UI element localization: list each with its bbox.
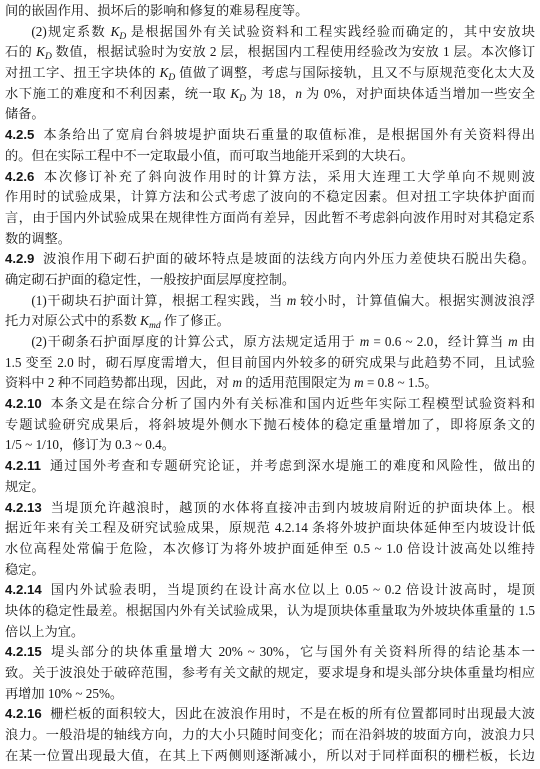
line-text: 的适用范围限定为: [242, 375, 355, 391]
clause-4-2-11: [5, 456, 535, 497]
text-line: [5, 167, 535, 188]
line-text: 确定砌石护面的稳定性，一般按护面层厚度控制。: [5, 271, 296, 287]
clause-4-2-16: [5, 704, 535, 766]
text-line: [5, 663, 535, 684]
text-line: [5, 229, 535, 250]
line-text: 言，由于国内外试验成果在规律性方面尚有差异，因此暂不考虑斜向波作用时对其稳定系: [5, 209, 535, 225]
line-text: 据近年来有关工程及研究试验成果，原规范 4.2.14 条将外坡护面块体延伸至内坡设计低: [5, 520, 535, 536]
clause-number: 4.2.6: [5, 168, 35, 184]
text-line: [5, 435, 535, 456]
line-text: 当堤顶允许越浪时，越顶的水体将直接冲击到内坡坡肩附近的护面块体上。根: [49, 499, 535, 515]
line-text: 波浪作用下砌石护面的破坏特点是坡面的法线方向内外压力差使块石脱出失稳。: [42, 251, 535, 267]
line-text: 栅栏板的面积较大，因此在波浪作用时，不是在板的所有位置都同时出现最大波: [49, 706, 535, 722]
line-text: 本条给出了宽肩台斜坡堤护面块石重量的取值标准，是根据国外有关资料得出: [42, 127, 535, 143]
text-line: [5, 84, 535, 105]
line-text: 致。关于波浪处于破碎范围，参考有关文献的规定，要求堤身和堤头部分块体重量均相应: [5, 665, 535, 680]
clause-4-2-14: [5, 580, 535, 642]
subscript-d: D: [119, 31, 127, 42]
line-text: 浪力。一般沿堤的轴线方向，力的大小只随时间变化；而在沿斜坡的坡面方向，波浪力只: [5, 727, 535, 743]
line-text: 本次修订补充了斜向波作用时的计算方法，采用大连理工大学单向不规则波: [42, 168, 535, 184]
text-line: [5, 353, 535, 374]
line-text: (1)干砌块石护面计算，根据工程实践，当: [31, 292, 287, 308]
clause-4-2-9: [5, 249, 535, 290]
line-text: 水下施工的难度和不利因素，统一取: [5, 85, 231, 101]
symbol-k: K: [230, 85, 240, 101]
text-line: [5, 394, 535, 415]
text-line: [5, 125, 535, 146]
clause-number: 4.2.15: [5, 644, 42, 660]
symbol-m: m: [286, 292, 297, 308]
subscript-md: md: [148, 321, 161, 332]
clause-number: 4.2.5: [5, 127, 35, 143]
line-text: 1/5 ~ 1/10，修订为 0.3 ~ 0.4。: [5, 437, 175, 453]
line-text: 间的嵌固作用、损坏后的影响和修复的难易程度等。: [5, 3, 309, 18]
text-line: [5, 477, 535, 498]
text-line: [5, 684, 535, 705]
line-text: 本条文是在综合分析了国内外有关标准和国内近些年实际工程模型试验资料和: [49, 396, 535, 412]
line-text: 作了修正。: [160, 313, 230, 329]
line-text: 资料中 2 种不同趋势都出现，因此，对: [5, 375, 233, 391]
line-text: 1.5 变至 2.0 时，砌石厚度需增大，但目前国内外较多的研究成果与此趋势不同，且试验: [5, 354, 535, 370]
line-text: 石的: [5, 44, 37, 60]
symbol-n: n: [295, 85, 302, 101]
text-line: [5, 415, 535, 436]
item-2-dry-strip-stone: [5, 332, 535, 394]
text-line: [5, 746, 535, 767]
clause-4-2-6: [5, 167, 535, 250]
text-line: [5, 456, 535, 477]
text-line: [5, 22, 535, 43]
clause-4-2-5: [5, 125, 535, 166]
subscript-d: D: [168, 72, 176, 83]
item-2-kd-coefficient: [5, 22, 535, 125]
line-text: 托力对原公式中的系数: [5, 313, 141, 329]
line-text: 为 18，: [246, 85, 296, 101]
line-text: 水位高程处常偏于危险，本次修订为将外坡护面延伸至 0.5 ~ 1.0 倍设计波高处以维持: [5, 540, 535, 556]
line-text: 堤头部分的块体重量增大 20% ~ 30%，它与国外有关资料所得的结论基本一: [49, 644, 535, 660]
line-text: 值做了调整，考虑与国际接轨，且又不与原规范变化太大及: [175, 65, 536, 81]
text-line: [5, 311, 535, 332]
line-text: 为 0%，对护面块体适当增加一些安全: [302, 85, 536, 101]
symbol-k: K: [110, 23, 120, 39]
line-text: = 0.8 ~ 1.5。: [363, 375, 438, 391]
text-line: [5, 146, 535, 167]
line-text: (2)规定系数: [31, 23, 111, 39]
text-line: [5, 1, 535, 22]
line-text: 块体的稳定性最差。根据国内外有关试验成果，认为堤顶块体重量取为外坡块体重量的 1.5: [5, 602, 535, 618]
symbol-m: m: [508, 334, 518, 349]
line-text: 通过国外考查和专题研究论证，并考虑到深水堤施工的难度和风险性，做出的: [48, 458, 535, 474]
text-line: [5, 642, 535, 663]
line-text: 数的调整。: [5, 230, 71, 246]
subscript-d: D: [239, 93, 246, 104]
line-text: 由: [517, 334, 536, 349]
line-text: 稳定。: [5, 561, 45, 577]
line-text: 的。但在实际工程中不一定取最小值，而可取当地能开采到的大块石。: [5, 147, 414, 163]
text-line: [5, 580, 535, 601]
text-line: [5, 601, 535, 622]
clause-number: 4.2.16: [5, 706, 42, 722]
clause-number: 4.2.14: [5, 582, 42, 598]
text-line: [5, 63, 535, 84]
clause-number: 4.2.9: [5, 251, 35, 267]
continuation-paragraph: [5, 1, 535, 22]
symbol-k: K: [140, 313, 149, 329]
line-text: 再增加 10% ~ 25%。: [5, 685, 124, 701]
symbol-k: K: [159, 65, 169, 81]
text-line: [5, 42, 535, 63]
text-line: [5, 373, 535, 394]
line-text: 是根据国外有关试验资料和工程实践经验而确定的，其中安放块: [126, 23, 535, 39]
text-line: [5, 704, 535, 725]
text-line: [5, 332, 535, 353]
line-text: 在某一位置出现最大值，在其上下两侧则逐渐减小，所以对于同样面积的栅栏板，长边: [5, 747, 535, 763]
text-line: [5, 560, 535, 581]
text-line: [5, 291, 535, 312]
item-1-dry-rubble: [5, 291, 535, 332]
clause-4-2-13: [5, 498, 535, 581]
clause-number: 4.2.13: [5, 499, 42, 515]
document-page: [5, 1, 535, 766]
line-text: 倍以上为宜。: [5, 623, 85, 639]
line-text: 数值，根据试验时为安放 2 层，根据国内工程使用经验改为安放 1 层。本次修订: [51, 44, 536, 60]
text-line: [5, 518, 535, 539]
text-line: [5, 270, 535, 291]
text-line: [5, 208, 535, 229]
line-text: 较小时，计算值偏大。根据实测波浪浮: [296, 292, 535, 308]
symbol-m: m: [359, 334, 370, 349]
line-text: 专题试验研究成果后，将斜坡堤外侧水下抛石棱体的稳定重量增加了，即将原条文的: [5, 416, 535, 432]
text-line: [5, 187, 535, 208]
text-line: [5, 249, 535, 270]
subscript-d: D: [44, 52, 52, 63]
clause-4-2-15: [5, 642, 535, 704]
line-text: 国内外试验表明，当堤顶约在设计高水位以上 0.05 ~ 0.2 倍设计波高时，堤顶: [49, 582, 535, 598]
line-text: 储备。: [5, 106, 45, 122]
text-line: [5, 539, 535, 560]
clause-4-2-10: [5, 394, 535, 456]
text-line: [5, 725, 535, 746]
text-line: [5, 104, 535, 125]
text-line: [5, 622, 535, 643]
line-text: (2)干砌条石护面厚度的计算公式，原方法规定适用于: [31, 334, 360, 349]
line-text: = 0.6 ~ 2.0，经计算当: [369, 334, 509, 349]
symbol-m: m: [232, 375, 243, 391]
clause-number: 4.2.10: [5, 396, 42, 412]
line-text: 规定。: [5, 478, 45, 494]
line-text: 对扭工字、扭王字块体的: [5, 65, 160, 81]
text-line: [5, 498, 535, 519]
line-text: 作用时的试验成果，计算方法和公式考虑了波向的不稳定因素。但对扭工字块体护面而: [5, 189, 535, 205]
symbol-m: m: [354, 375, 364, 391]
clause-number: 4.2.11: [5, 458, 41, 474]
symbol-k: K: [36, 44, 45, 60]
